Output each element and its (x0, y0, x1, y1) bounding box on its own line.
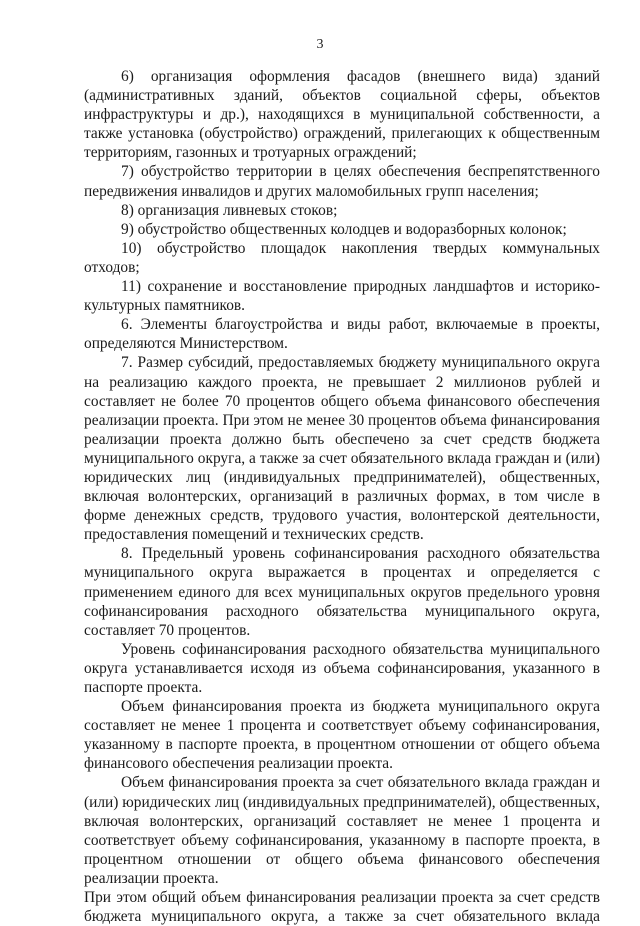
page-number: 3 (316, 37, 324, 52)
paragraph-section-8: 8. Предельный уровень софинансирования расходного обязательства муниципального округа выражается в процентах и определяется с применением единого для всех муниципальных округов предельного уровня софинансирования расходного обязательства муниципального округа, составляет 70 процентов. (84, 545, 600, 639)
paragraph-section-6: 6. Элементы благоустройства и виды работ, включаемые в проекты, определяются Министерством. (84, 316, 600, 353)
document-body (84, 67, 600, 926)
paragraph-budget-share: Объем финансирования проекта из бюджета муниципального округа составляет не менее 1 процента и соответствует объему софинансирования, указанному в паспорте проекта, в процентном отношении от общего объема финансового обеспечения реализации проекта. (84, 698, 600, 773)
paragraph-item-8-storm-drains: 8) организация ливневых стоков; (121, 201, 338, 219)
paragraph-cofinancing-level: Уровень софинансирования расходного обязательства муниципального округа устанавливается исходя из объема софинансирования, указанного в паспорте проекта. (84, 640, 600, 696)
paragraph-item-7-accessibility: 7) обустройство территории в целях обеспечения беспрепятственного передвижения инвалидов и других маломобильных групп населения; (84, 163, 600, 200)
paragraph-total-financing: При этом общий объем финансирования реализации проекта за счет средств бюджета муниципального округа, а также за счет обязательного вклада (84, 889, 600, 926)
paragraph-item-6-facades: 6) организация оформления фасадов (внешнего вида) зданий (административных зданий, объектов социальной сферы, объектов инфраструктуры и др.), находящихся в муниципальной собственности, а также установка (обустройство) ограждений, прилегающих к общественным территориям, газонных и тротуарных ограждений; (84, 68, 600, 162)
paragraph-section-7: 7. Размер субсидий, предоставляемых бюджету муниципального округа на реализацию каждого проекта, не превышает 2 миллионов рублей и составляет не более 70 процентов общего объема финансового обеспечения реализации проекта. При этом не менее 30 процентов объема финансирования реализации проекта должно быть обеспечено за счет средств бюджета муниципального округа, а также за счет обязательного вклада граждан и (или) юридических лиц (индивидуальных предпринимателей), общественных, включая волонтерских, организаций в различных формах, в том числе в форме денежных средств, трудового участия, волонтерской деятельности, предоставления помещений и технических средств. (84, 354, 600, 544)
paragraph-item-11-landscapes: 11) сохранение и восстановление природных ландшафтов и историко-культурных памятников. (84, 278, 600, 315)
paragraph-citizen-contribution: Объем финансирования проекта за счет обязательного вклада граждан и (или) юридических лиц (индивидуальных предпринимателей), общественных, включая волонтерских, организаций составляет не менее 1 процента и соответствует объему софинансирования, указанному в паспорте проекта, в процентном отношении от общего объема финансового обеспечения реализации проекта. (84, 774, 600, 887)
paragraph-item-9-wells: 9) обустройство общественных колодцев и водоразборных колонок; (121, 220, 567, 238)
paragraph-item-10-waste-sites: 10) обустройство площадок накопления твердых коммунальных отходов; (84, 239, 600, 276)
